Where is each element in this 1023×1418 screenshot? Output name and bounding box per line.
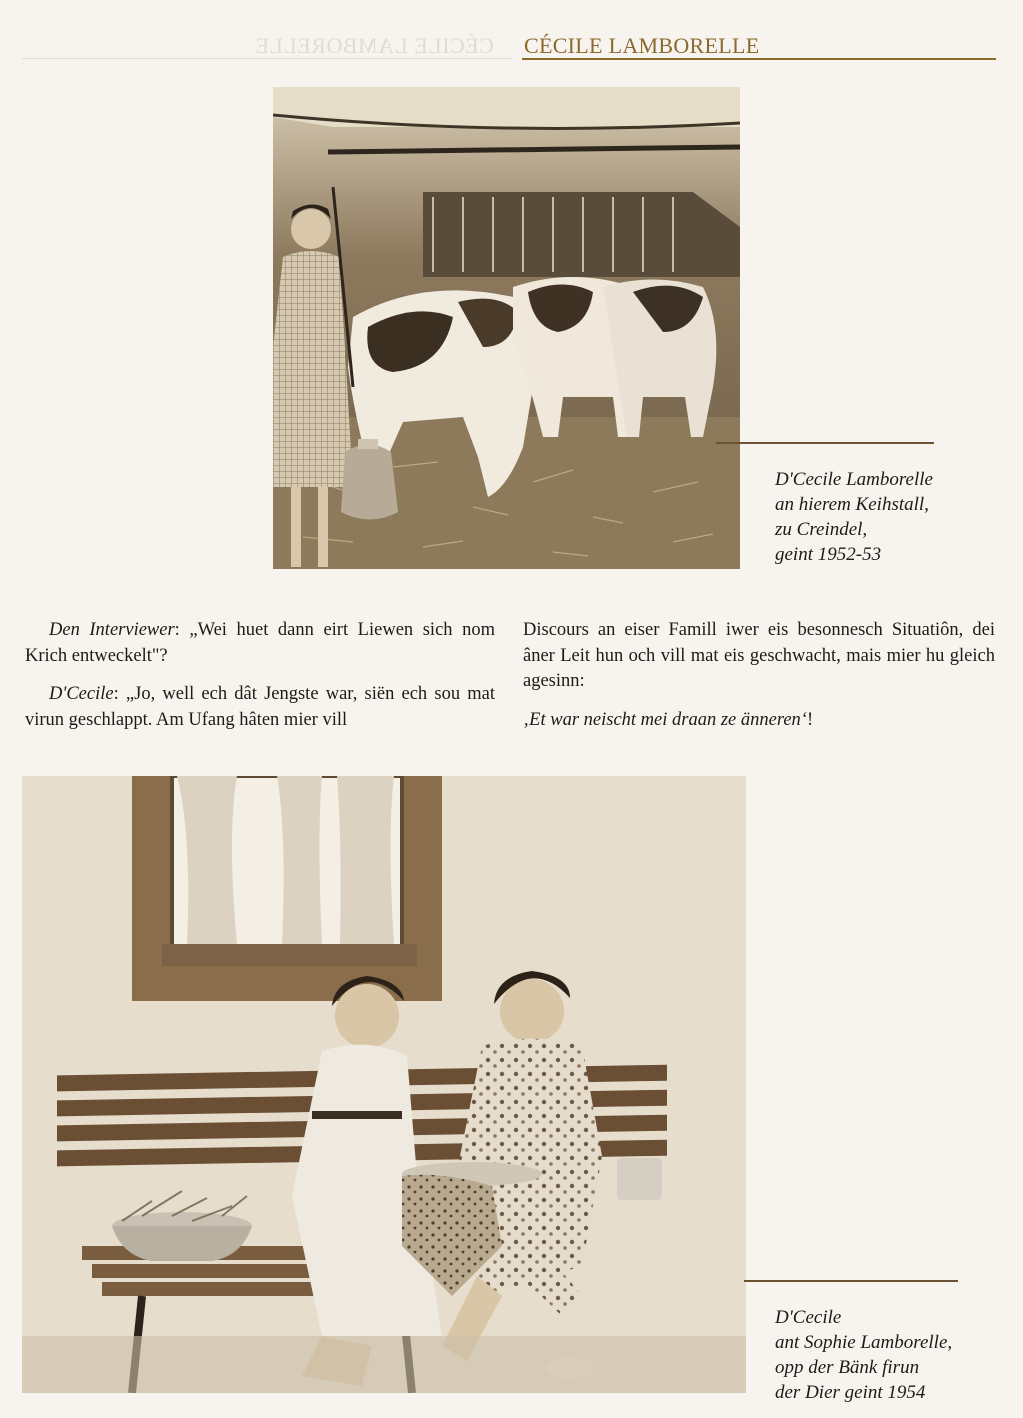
speaker-name: Den Interviewer	[49, 620, 175, 640]
caption-rule	[744, 1280, 958, 1282]
bench-photo-illustration	[22, 776, 746, 1393]
paragraph	[25, 682, 495, 733]
caption-line: an hierem Keihstall,	[775, 494, 929, 515]
caption-line: der Dier geint 1954	[775, 1382, 926, 1403]
speaker-name: D'Cecile	[49, 684, 114, 704]
caption-line: zu Creindel,	[775, 519, 868, 540]
paragraph-text: : „Wei huet dann eirt Liewen sich nom Krich entweckelt"?	[25, 620, 495, 666]
page-header-title: CÉCILE LAMBORELLE	[524, 33, 760, 58]
mirrored-header-rule	[22, 58, 512, 59]
caption-line: D'Cecile Lamborelle	[775, 469, 933, 490]
paragraph-text: : „Jo, well ech dât Jengste war, siën ech sou mat virun geschlappt. Am Ufang hâten mier vill	[25, 684, 495, 730]
paragraph: Discours an eiser Famill iwer eis besonnesch Situatiôn, dei âner Leit hun och vill mat eis geschwacht, mais mier hu gleich agesinn:	[523, 620, 995, 691]
paragraph	[25, 618, 495, 669]
caption-rule	[716, 442, 934, 444]
barn-photo-caption	[775, 467, 1005, 567]
mirrored-header: CÉCILE LAMBORELLE	[255, 33, 494, 58]
caption-line: opp der Bänk firun	[775, 1357, 920, 1378]
body-column-left	[25, 618, 495, 746]
quote: ‚Et war neischt mei draan ze änneren‘	[523, 709, 807, 730]
caption-line: ant Sophie Lamborelle,	[775, 1332, 953, 1353]
body-column-right	[523, 618, 995, 746]
barn-photo	[273, 87, 740, 569]
caption-line: geint 1952-53	[775, 544, 882, 565]
paragraph	[523, 708, 995, 734]
quote-end: !	[806, 709, 814, 730]
bench-photo-caption	[775, 1305, 1005, 1405]
barn-photo-illustration	[273, 87, 740, 569]
bench-photo	[22, 776, 746, 1393]
caption-line: D'Cecile	[775, 1307, 842, 1328]
header-rule	[522, 58, 996, 60]
